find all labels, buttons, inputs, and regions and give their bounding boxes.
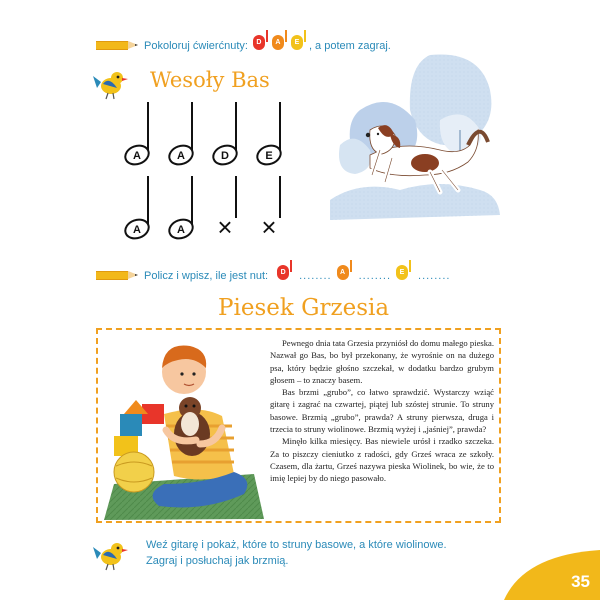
exercise-1-text-after: , a potem zagraj.	[308, 39, 391, 52]
note-x-mark: ×	[261, 212, 277, 242]
page-number: 35	[571, 572, 590, 591]
exercise-1-text-before: Pokoloruj ćwierćnuty:	[144, 39, 248, 52]
note-e-icon: E	[396, 265, 408, 280]
story-text	[270, 337, 494, 485]
pencil-icon	[96, 271, 138, 280]
note-label: A	[133, 150, 141, 162]
note-d-icon: D	[253, 35, 265, 50]
note-label: A	[177, 150, 185, 162]
answer-blank-a[interactable]: ........	[358, 269, 392, 282]
answer-blank-d[interactable]: ........	[299, 269, 332, 282]
note-a-icon: A	[272, 35, 284, 50]
bottom-instruction-line-2: Zagraj i posłuchaj jak brzmią.	[146, 555, 289, 567]
story-title: Piesek Grzesia	[218, 295, 390, 321]
note-label: E	[265, 150, 273, 162]
story-paragraph-1: Pewnego dnia tata Grzesia przyniósł do domu małego pieska. Nazwał go Bas, bo był przekonany, że wyrośnie on na dużego psa, który będzie głośno szczekał, w dodatku bardzo grubym głosem – to znaczy basem.	[270, 338, 494, 385]
note-row-2	[123, 176, 280, 242]
note-e-icon: E	[291, 35, 303, 50]
exercise-2-instruction	[96, 268, 454, 283]
bottom-instruction-line-1: Weź gitarę i pokaż, które to struny basowe, a które wiolinowe.	[146, 539, 447, 551]
note-x-mark: ×	[217, 212, 233, 242]
song-title: Wesoły Bas	[150, 68, 270, 92]
bird-icon	[93, 66, 129, 100]
quarter-notes-grid	[118, 98, 298, 248]
page-number-corner	[484, 550, 600, 600]
note-d-icon: D	[277, 265, 289, 280]
note-a-icon: A	[337, 265, 349, 280]
note-row-1	[123, 102, 284, 168]
answer-blank-e[interactable]: ........	[418, 269, 451, 282]
running-dog-illustration	[330, 50, 500, 220]
note-label: A	[133, 224, 141, 236]
story-paragraph-3: Minęło kilka miesięcy. Bas niewiele urósł i rzadko szczeka. Za to piszczy cieniutko z radości, gdy Grześ wraca ze szkoły. Czasem, dla żartu, Grześ nazywa pieska Wiolinek, bo wie, że to imię lepiej by do niego pasowało.	[270, 436, 494, 484]
story-paragraph-2: Bas brzmi „grubo”, co łatwo sprawdzić. Wystarczy wziąć gitarę i zagrać na czwartej, piątej lub szóstej strunie. To struny basowe. Brzmią „grubo”, prawda? A struny pierwsza, druga i trzecia to struny wiolinowe. Brzmią wyżej i „jaśniej”, prawda?	[270, 387, 494, 435]
boy-with-puppy-illustration	[104, 334, 266, 520]
pencil-icon	[96, 41, 138, 50]
note-label: A	[177, 224, 185, 236]
note-label: D	[221, 150, 229, 162]
exercise-2-text: Policz i wpisz, ile jest nut:	[144, 269, 269, 282]
bird-icon	[93, 537, 129, 571]
bottom-instruction	[146, 537, 447, 569]
